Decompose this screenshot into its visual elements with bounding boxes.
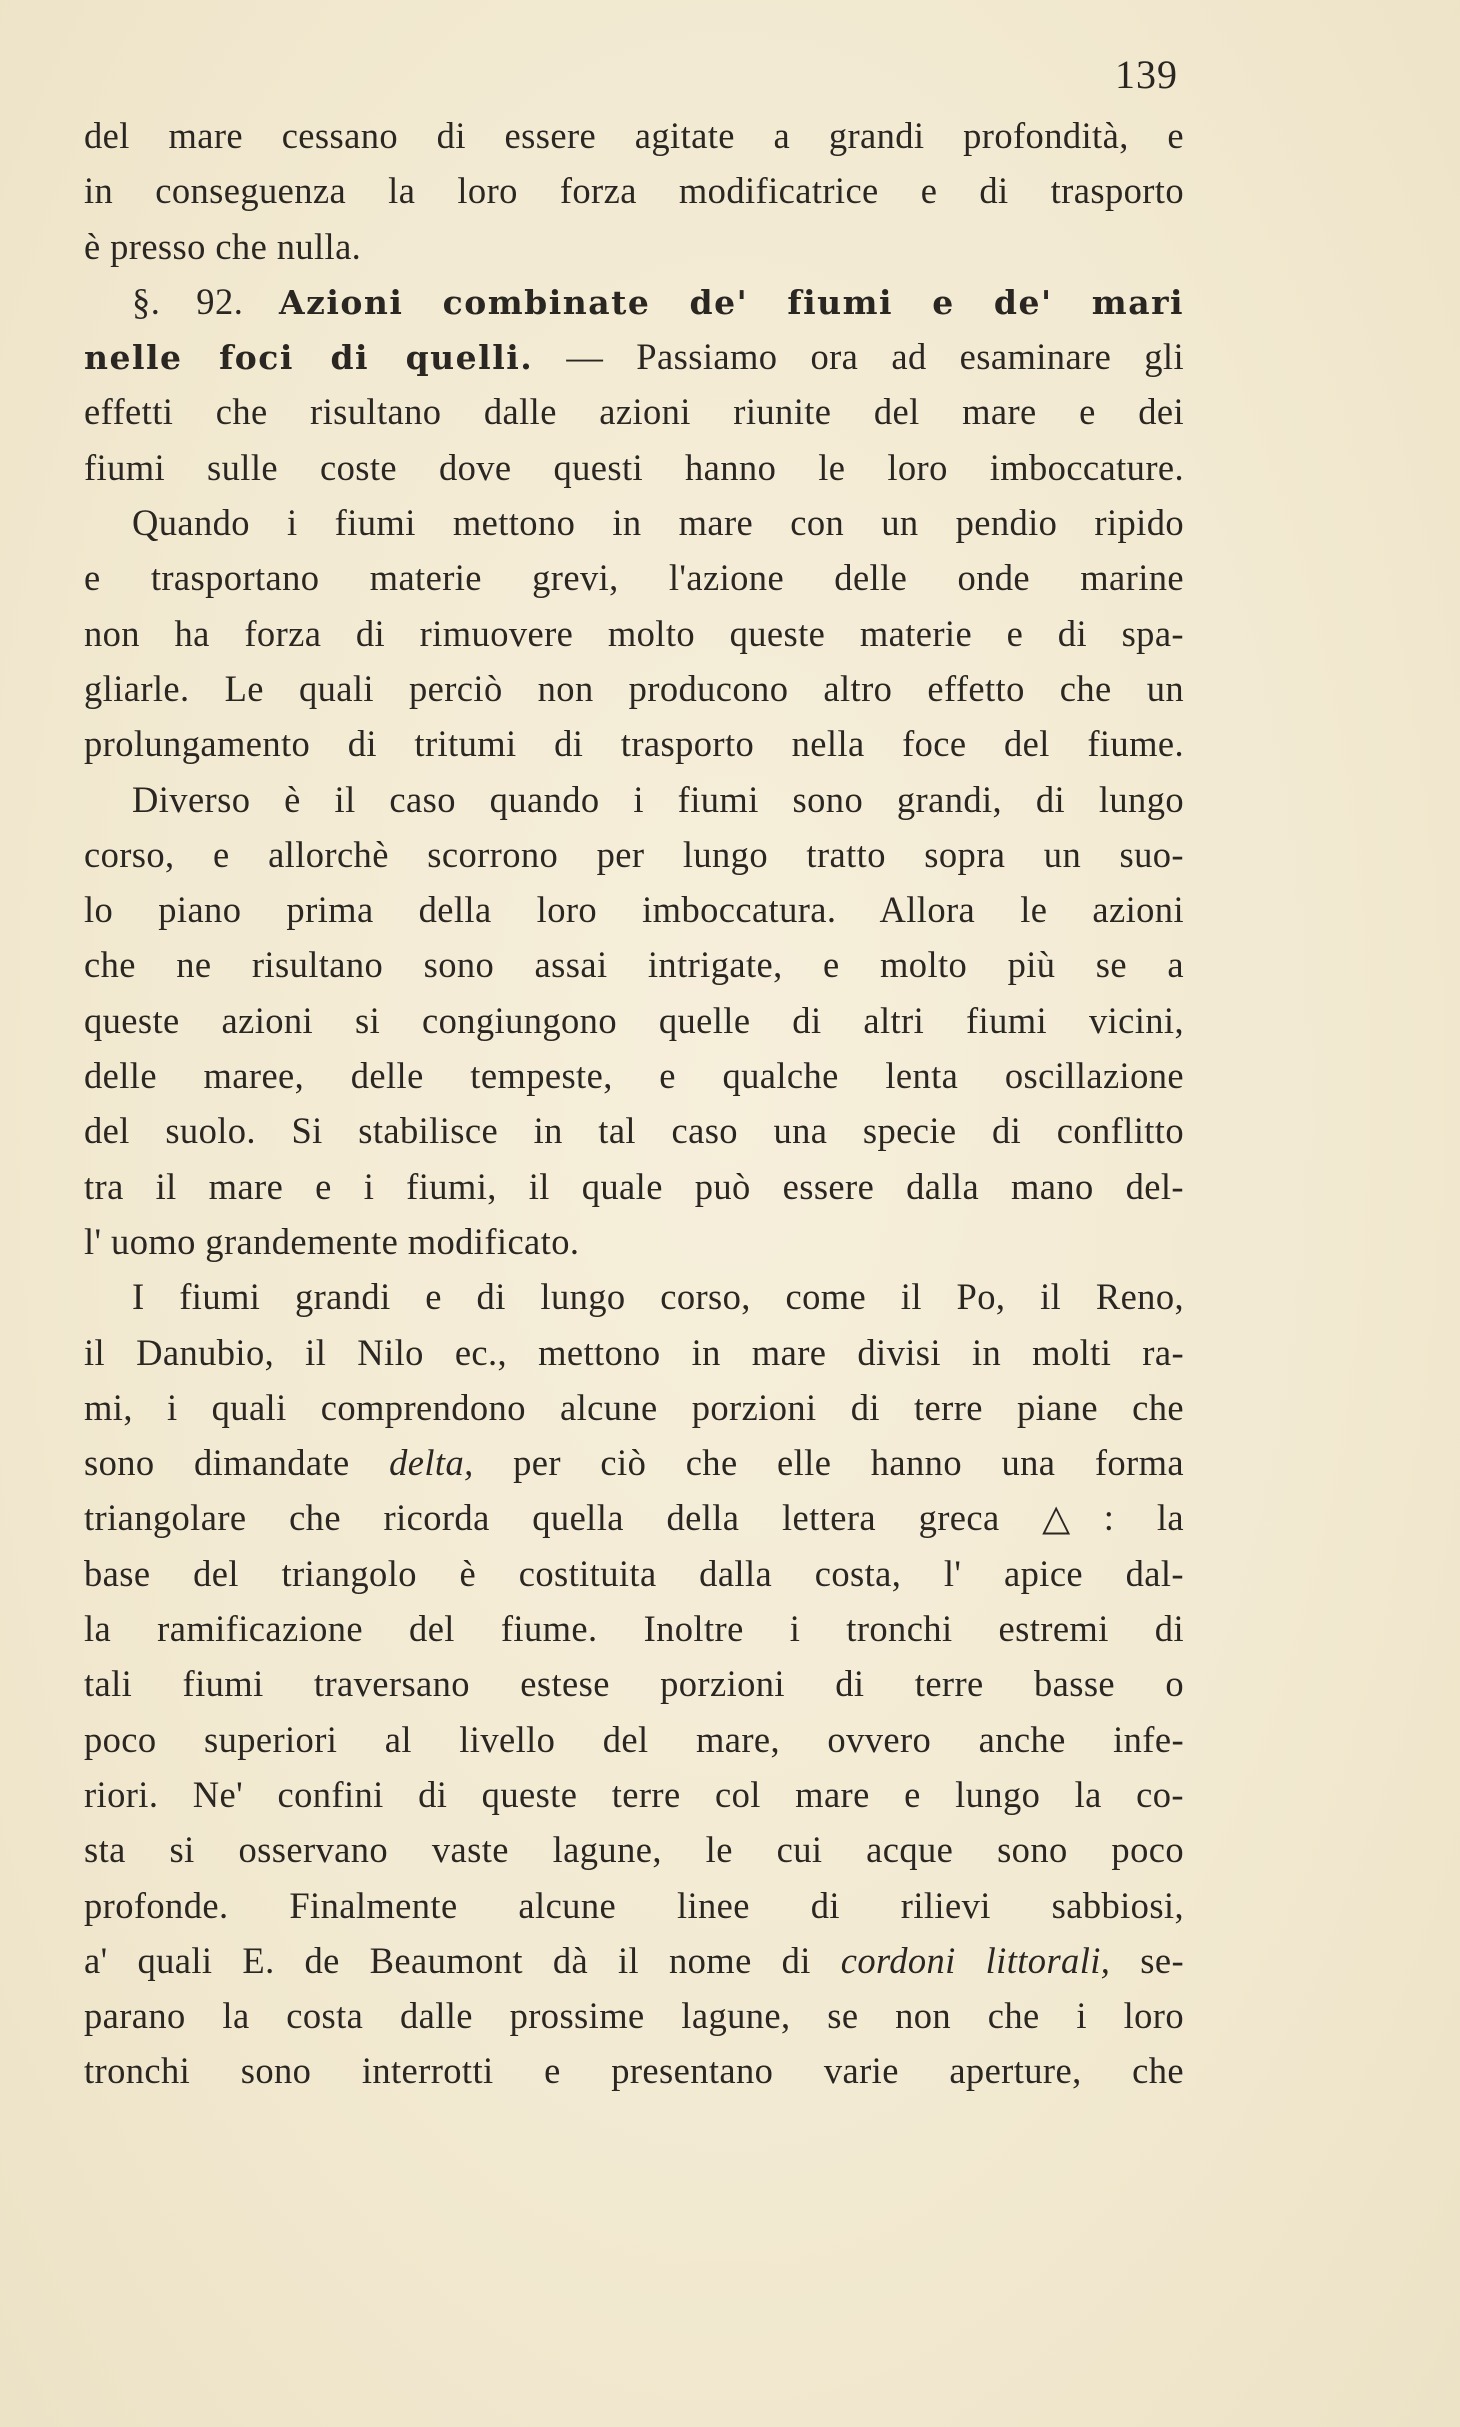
text-line: la ramificazione del fiume. Inoltre i tronchi estremi di [84,1608,1184,1650]
text-line: l' uomo grandemente modificato. [84,1220,580,1262]
text-line: parano la costa dalle prossime lagune, se non che i loro [84,1995,1184,2037]
text-fragment: a' quali E. de Beaumont dà il nome di [84,1939,811,1981]
text-line: base del triangolo è costituita dalla costa, l' apice dal- [84,1552,1184,1594]
text-line: delle maree, delle tempeste, e qualche lenta oscillazione [84,1055,1184,1097]
section-heading-line [84,329,1184,384]
text-fragment: se- [1140,1939,1184,1981]
text-line: mi, i quali comprendono alcune porzioni di terre piane che [84,1386,1184,1428]
text-line: tali fiumi traversano estese porzioni di terre basse o [84,1663,1184,1705]
section-title-continued: nelle foci di quelli. [84,338,534,378]
text-line: è presso che nulla. [84,225,362,267]
text-line: sta si osservano vaste lagune, le cui acque sono poco [84,1829,1184,1871]
text-line: prolungamento di tritumi di trasporto nella foce del fiume. [84,723,1184,765]
paragraph-start: Quando i fiumi mettono in mare con un pendio ripido [132,502,1184,544]
text-line: il Danubio, il Nilo ec., mettono in mare divisi in molti ra- [84,1331,1184,1373]
text-line: gliarle. Le quali perciò non producono altro effetto che un [84,667,1184,709]
text-fragment: — Passiamo ora ad esaminare gli [566,336,1184,378]
text-fragment: per ciò che elle hanno una forma [513,1442,1184,1484]
section-number: §. 92. [132,280,244,322]
paragraph-start: Diverso è il caso quando i fiumi sono grandi, di lungo [132,778,1184,820]
text-line [84,1933,1184,1988]
text-line: che ne risultano sono assai intrigate, e molto più se a [84,944,1184,986]
section-title: Azioni combinate de' fiumi e de' mari [279,282,1184,322]
text-line: del suolo. Si stabilisce in tal caso una specie di conflitto [84,1110,1184,1152]
italic-term: delta, [389,1442,474,1484]
text-line: lo piano prima della loro imboccatura. Allora le azioni [84,889,1184,931]
text-line: riori. Ne' confini di queste terre col mare e lungo la co- [84,1773,1184,1815]
text-line: corso, e allorchè scorrono per lungo tratto sopra un suo- [84,833,1184,875]
text-line: poco superiori al livello del mare, ovvero anche infe- [84,1718,1184,1760]
page-number: 139 [1115,52,1178,97]
text-line: profonde. Finalmente alcune linee di rilievi sabbiosi, [84,1884,1184,1926]
body-text [84,108,1184,2099]
text-line: e trasportano materie grevi, l'azione delle onde marine [84,557,1184,599]
text-line: non ha forza di rimuovere molto queste materie e di spa- [84,612,1184,654]
text-line: triangolare che ricorda quella della lettera greca △: la [84,1497,1184,1539]
text-fragment: sono dimandate [84,1442,350,1484]
text-line: queste azioni si congiungono quelle di altri fiumi vicini, [84,999,1184,1041]
text-line: tronchi sono interrotti e presentano varie aperture, che [84,2050,1184,2092]
section-heading-line [84,274,1184,329]
text-line: del mare cessano di essere agitate a grandi profondità, e [84,115,1184,156]
paragraph-start: I fiumi grandi e di lungo corso, come il Po, il Reno, [132,1276,1184,1318]
text-line [84,1435,1184,1490]
italic-term: cordoni littorali, [840,1939,1111,1981]
text-line: in conseguenza la loro forza modificatrice e di trasporto [84,170,1184,212]
text-line: fiumi sulle coste dove questi hanno le loro imboccature. [84,446,1184,488]
text-line: effetti che risultano dalle azioni riunite del mare e dei [84,391,1184,433]
text-line: tra il mare e i fiumi, il quale può essere dalla mano del- [84,1165,1184,1207]
